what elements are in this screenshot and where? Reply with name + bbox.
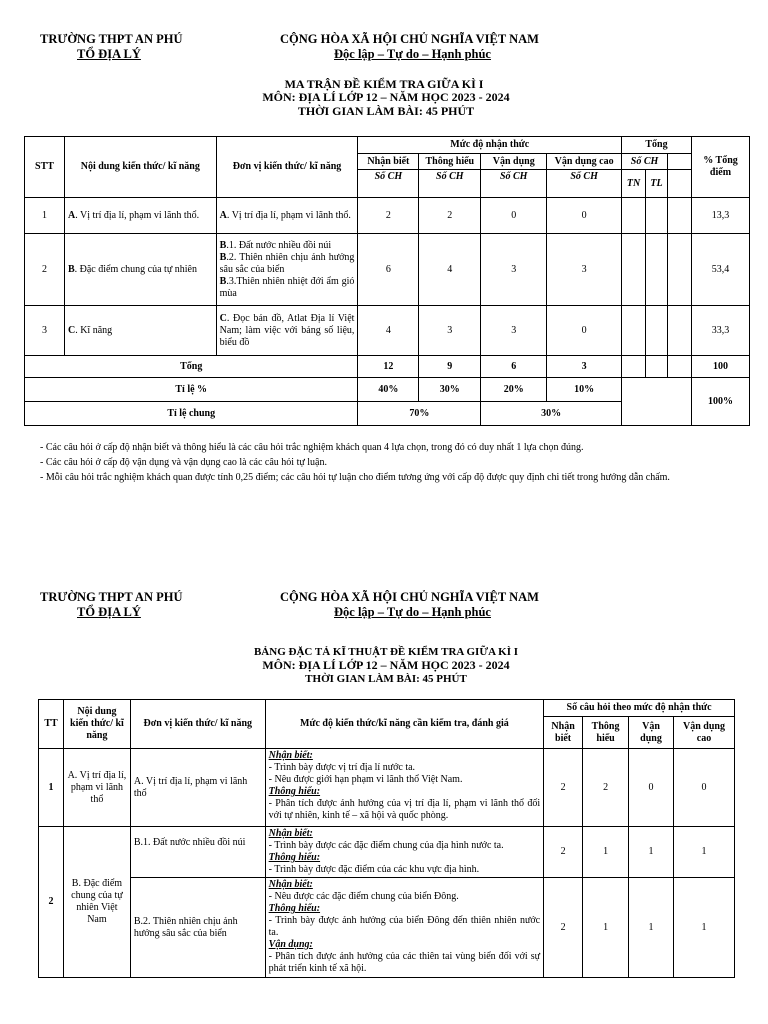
header-level: Mức độ nhận thức — [358, 137, 622, 154]
ratio-nb: 40% — [358, 378, 419, 402]
sum-vdc: 3 — [547, 356, 622, 378]
row-vdc: 1 — [674, 878, 735, 978]
spec-title: BẢNG ĐẶC TẢ KĨ THUẬT ĐỀ KIỂM TRA GIỮA KÌ I — [253, 646, 519, 658]
header-vdc: Vận dụng cao — [547, 154, 622, 170]
sum-nb: 12 — [358, 356, 419, 378]
note-line: - Các câu hỏi ở cấp độ vận dụng và vận dụng cao là các câu hỏi tự luận. — [40, 457, 327, 468]
general-percent: 100% — [691, 378, 749, 426]
row-th: 1 — [583, 878, 629, 978]
row-content: B. Đặc điểm chung của tự nhiên Việt Nam — [63, 827, 130, 978]
row-vdc: 0 — [547, 198, 622, 234]
header-unit: Đơn vị kiến thức/ kĩ năng — [216, 137, 358, 198]
row-nb: 6 — [358, 234, 419, 306]
table-row — [39, 749, 735, 827]
general-row — [25, 402, 750, 426]
ratio-vd: 20% — [481, 378, 547, 402]
notes — [40, 440, 760, 485]
row-unit: B.1. Đất nước nhiều đồi núi B.2. Thiên nhiên chịu ảnh hưởng sâu sắc của biển B.3.Thiên nhiên nhiệt đới ẩm gió mùa — [216, 234, 358, 306]
header-content: Nội dung kiến thức/ kĩ năng — [63, 700, 130, 749]
row-th: 3 — [419, 306, 481, 356]
spec-subject: MÔN: ĐỊA LÍ LỚP 12 – NĂM HỌC 2023 - 2024 — [262, 658, 510, 672]
row-percent: 53,4 — [691, 234, 749, 306]
header-total: Tổng — [622, 137, 692, 154]
spec-table — [38, 699, 735, 978]
motto-2: Độc lập – Tự do – Hạnh phúc — [334, 605, 491, 619]
ratio-row — [25, 378, 750, 402]
sum-vd: 6 — [481, 356, 547, 378]
header-tt: TT — [39, 700, 64, 749]
row-vdc: 0 — [547, 306, 622, 356]
row-stt: 3 — [25, 306, 65, 356]
row-content: A. Vị trí địa lí, phạm vi lãnh thổ — [63, 749, 130, 827]
row-vd: 1 — [629, 827, 674, 878]
department-name-2: TỔ ĐỊA LÝ — [77, 605, 141, 619]
row-desc: Nhận biết: - Trình bày được vị trí địa lí nước ta. - Nêu được giới hạn phạm vi lãnh thổ Việt Nam. Thông hiểu: - Phân tích được ảnh hưởng của vị trí địa lí, phạm vi lãnh thổ đối với tự nhiên, kinh tế – xã hội và quốc phòng. — [265, 749, 543, 827]
ratio-th: 30% — [419, 378, 481, 402]
row-unit: A. Vị trí địa lí, phạm vi lãnh thổ — [130, 749, 265, 827]
sum-th: 9 — [419, 356, 481, 378]
sum-label: Tổng — [25, 356, 358, 378]
motto: Độc lập – Tự do – Hạnh phúc — [334, 47, 491, 61]
header-count: Số câu hỏi theo mức độ nhận thức — [544, 700, 735, 717]
row-vd: 0 — [481, 198, 547, 234]
general-a: 70% — [358, 402, 481, 426]
row-unit: B.2. Thiên nhiên chịu ảnh hưởng sâu sắc của biển — [130, 878, 265, 978]
row-th: 2 — [583, 749, 629, 827]
row-vdc: 0 — [674, 749, 735, 827]
row-unit: C. Đọc bản đồ, Atlat Địa lí Việt Nam; làm việc với bảng số liệu, biểu đồ — [216, 306, 358, 356]
department-name: TỔ ĐỊA LÝ — [77, 47, 141, 61]
row-th: 4 — [419, 234, 481, 306]
header-vd: Vận dụng — [629, 717, 674, 749]
row-content: B. Đặc điểm chung của tự nhiên — [64, 234, 216, 306]
row-tt: 1 — [39, 749, 64, 827]
row-stt: 1 — [25, 198, 65, 234]
row-unit: A. Vị trí địa lí, phạm vi lãnh thổ. — [216, 198, 358, 234]
note-line: - Các câu hỏi ở cấp độ nhận biết và thông hiểu là các câu hỏi trắc nghiệm khách quan 4 lựa chọn, trong đó có duy nhất 1 lựa chọn đúng. — [40, 442, 584, 453]
ratio-label: Tỉ lệ % — [25, 378, 358, 402]
doc-time: THỜI GIAN LÀM BÀI: 45 PHÚT — [297, 104, 475, 118]
header-vdc: Vận dụng cao — [674, 717, 735, 749]
row-nb: 2 — [544, 878, 583, 978]
row-content: C. Kĩ năng — [64, 306, 216, 356]
table-row — [39, 878, 735, 978]
row-th: 2 — [419, 198, 481, 234]
header-tl: TL — [646, 170, 668, 198]
note-line: - Mỗi câu hỏi trắc nghiệm khách quan được tính 0,25 điểm; các câu hỏi tự luận cho điểm tương ứng với cấp độ được quy định chi tiết trong hướng dẫn chấm. — [40, 472, 670, 483]
row-percent: 13,3 — [691, 198, 749, 234]
header-percent: % Tổng điểm — [691, 137, 749, 198]
row-nb: 2 — [358, 198, 419, 234]
table-row — [39, 827, 735, 878]
nation-title-2: CỘNG HÒA XÃ HỘI CHỦ NGHĨA VIỆT NAM — [280, 590, 539, 604]
header-vd: Vận dụng — [481, 154, 547, 170]
row-nb: 2 — [544, 749, 583, 827]
sum-row — [25, 356, 750, 378]
header-soch: Số CH — [481, 170, 547, 198]
row-percent: 33,3 — [691, 306, 749, 356]
row-vd: 0 — [629, 749, 674, 827]
header-th: Thông hiểu — [583, 717, 629, 749]
row-content: A. Vị trí địa lí, phạm vi lãnh thổ. — [64, 198, 216, 234]
header-soch: Số CH — [419, 170, 481, 198]
row-vdc: 1 — [674, 827, 735, 878]
header-soch: Số CH — [358, 170, 419, 198]
row-desc: Nhận biết: - Nêu được các đặc điểm chung của biển Đông. Thông hiểu: - Trình bày được ảnh hưởng của biển Đông đến thiên nhiên nước ta. Vận dụng: - Phân tích được ảnh hưởng của các thiên tai vùng biển đối với sự phát triển kinh tế xã hội. — [265, 878, 543, 978]
header-nb: Nhận biết — [544, 717, 583, 749]
row-vd: 3 — [481, 234, 547, 306]
matrix-table — [24, 136, 750, 426]
doc-title: MA TRẬN ĐỀ KIỂM TRA GIỮA KÌ I — [284, 77, 484, 91]
row-vdc: 3 — [547, 234, 622, 306]
row-vd: 3 — [481, 306, 547, 356]
table-row — [25, 198, 750, 234]
row-nb: 4 — [358, 306, 419, 356]
sum-percent: 100 — [691, 356, 749, 378]
header-level-desc: Mức độ kiến thức/kĩ năng cần kiểm tra, đánh giá — [265, 700, 543, 749]
header-stt: STT — [25, 137, 65, 198]
row-stt: 2 — [25, 234, 65, 306]
school-name-2: TRƯỜNG THPT AN PHÚ — [40, 590, 183, 604]
nation-title: CỘNG HÒA XÃ HỘI CHỦ NGHĨA VIỆT NAM — [280, 32, 539, 46]
row-tt: 2 — [39, 827, 64, 978]
header-content: Nội dung kiến thức/ kĩ năng — [64, 137, 216, 198]
header-unit: Đơn vị kiến thức/ kĩ năng — [130, 700, 265, 749]
row-th: 1 — [583, 827, 629, 878]
ratio-vdc: 10% — [547, 378, 622, 402]
row-vd: 1 — [629, 878, 674, 978]
header-tn: TN — [622, 170, 646, 198]
header-nb: Nhận biết — [358, 154, 419, 170]
school-name: TRƯỜNG THPT AN PHÚ — [40, 32, 183, 46]
header-soch: Số CH — [547, 170, 622, 198]
table-row — [25, 234, 750, 306]
spec-time: THỜI GIAN LÀM BÀI: 45 PHÚT — [305, 673, 467, 685]
general-label: Tỉ lệ chung — [25, 402, 358, 426]
doc-subject: MÔN: ĐỊA LÍ LỚP 12 – NĂM HỌC 2023 - 2024 — [262, 90, 510, 104]
row-desc: Nhận biết: - Trình bày được các đặc điểm chung của địa hình nước ta. Thông hiểu: - Trình bày được đặc điểm của các khu vực địa hình. — [265, 827, 543, 878]
header-th: Thông hiểu — [419, 154, 481, 170]
general-b: 30% — [481, 402, 622, 426]
header-soch-total: Số CH — [622, 154, 668, 170]
row-nb: 2 — [544, 827, 583, 878]
table-row — [25, 306, 750, 356]
row-unit: B.1. Đất nước nhiều đồi núi — [130, 827, 265, 878]
